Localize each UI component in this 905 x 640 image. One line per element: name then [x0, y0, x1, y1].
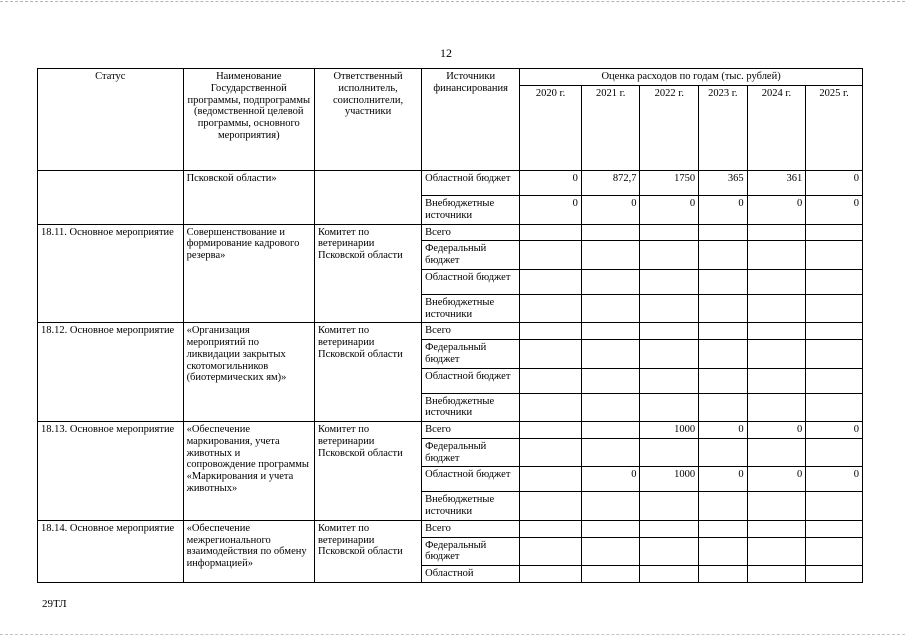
cell-value	[747, 323, 806, 340]
cell-value: 365	[699, 171, 748, 196]
cell-value	[520, 269, 582, 294]
cell-value	[806, 241, 863, 270]
cell-status: 18.11. Основное мероприятие	[38, 224, 184, 323]
cell-value	[640, 294, 699, 323]
cell-status: 18.13. Основное мероприятие	[38, 422, 184, 521]
cell-responsible: Комитет по ветеринарии Псковской области	[314, 323, 421, 422]
cell-value	[747, 537, 806, 566]
cell-value	[520, 467, 582, 492]
cell-value: 1750	[640, 171, 699, 196]
cell-value	[520, 294, 582, 323]
cell-value: 361	[747, 171, 806, 196]
cell-name: «Организация мероприятий по ликвидации закрытых скотомогильников (биотермических ям)»	[183, 323, 314, 422]
cell-value	[640, 340, 699, 369]
table-row	[38, 224, 863, 241]
cell-value: 0	[747, 467, 806, 492]
cell-value	[520, 241, 582, 270]
cell-name: «Обеспечение межрегионального взаимодействия по обмену информацией»	[183, 520, 314, 582]
cell-value	[640, 241, 699, 270]
cell-value	[747, 241, 806, 270]
cell-value	[581, 537, 640, 566]
cell-value: 1000	[640, 422, 699, 439]
cell-value: 0	[747, 422, 806, 439]
cell-value	[699, 393, 748, 422]
table-row	[38, 520, 863, 537]
cell-value	[640, 520, 699, 537]
cell-source: Внебюджетные источники	[422, 294, 520, 323]
cell-value	[640, 323, 699, 340]
cell-responsible: Комитет по ветеринарии Псковской области	[314, 520, 421, 582]
cell-value	[699, 492, 748, 521]
cell-value: 0	[699, 196, 748, 225]
header-year: 2024 г.	[747, 86, 806, 171]
cell-value	[581, 393, 640, 422]
cell-source: Внебюджетные источники	[422, 393, 520, 422]
cell-value	[581, 340, 640, 369]
cell-value	[806, 340, 863, 369]
cell-value: 1000	[640, 467, 699, 492]
cell-value	[640, 438, 699, 467]
cell-value	[747, 294, 806, 323]
cell-value	[520, 537, 582, 566]
cell-value: 0	[520, 171, 582, 196]
scan-edge-top	[0, 1, 905, 2]
cell-value	[640, 368, 699, 393]
cell-source: Областной бюджет	[422, 467, 520, 492]
cell-value	[747, 269, 806, 294]
cell-value	[747, 340, 806, 369]
header-responsible: Ответственный исполнитель, соисполнители, участники	[314, 69, 421, 171]
cell-responsible: Комитет по ветеринарии Псковской области	[314, 422, 421, 521]
cell-value	[640, 224, 699, 241]
cell-source: Федеральный бюджет	[422, 340, 520, 369]
cell-value: 0	[699, 422, 748, 439]
header-year: 2025 г.	[806, 86, 863, 171]
cell-value	[520, 438, 582, 467]
cell-value: 0	[581, 467, 640, 492]
cell-source: Областной бюджет	[422, 171, 520, 196]
page-number: 12	[440, 46, 452, 60]
cell-value	[699, 368, 748, 393]
cell-value	[520, 566, 582, 583]
cell-value	[806, 294, 863, 323]
cell-value	[581, 566, 640, 583]
cell-value: 0	[747, 196, 806, 225]
cell-source: Всего	[422, 224, 520, 241]
header-row	[38, 69, 863, 86]
footer-code: 29ТЛ	[42, 598, 67, 610]
table-row	[38, 171, 863, 196]
cell-value	[581, 492, 640, 521]
cell-value	[806, 566, 863, 583]
cell-name: Псковской области»	[183, 171, 314, 225]
scan-edge-bottom	[0, 634, 905, 635]
cell-value	[581, 294, 640, 323]
cell-source: Федеральный бюджет	[422, 241, 520, 270]
cell-status: 18.14. Основное мероприятие	[38, 520, 184, 582]
cell-source: Областной бюджет	[422, 269, 520, 294]
cell-value	[520, 323, 582, 340]
cell-value	[806, 224, 863, 241]
cell-source: Внебюджетные источники	[422, 492, 520, 521]
cell-value	[520, 368, 582, 393]
cell-value	[747, 566, 806, 583]
cell-name: «Обеспечение маркирования, учета животных и сопровождение программы «Маркирования и учета животных»	[183, 422, 314, 521]
cell-value: 0	[806, 196, 863, 225]
cell-value	[747, 438, 806, 467]
cell-value	[640, 269, 699, 294]
cell-value: 0	[520, 196, 582, 225]
cell-value	[806, 537, 863, 566]
cell-value	[581, 422, 640, 439]
cell-value	[699, 438, 748, 467]
cell-value	[699, 269, 748, 294]
cell-value: 0	[806, 171, 863, 196]
cell-value	[520, 224, 582, 241]
cell-value	[581, 438, 640, 467]
cell-value	[581, 224, 640, 241]
header-estimate: Оценка расходов по годам (тыс. рублей)	[520, 69, 863, 86]
cell-value	[699, 340, 748, 369]
cell-value	[747, 393, 806, 422]
cell-value	[699, 537, 748, 566]
cell-value	[520, 340, 582, 369]
header-name: Наименование Государственной программы, подпрограммы (ведомственной целевой программы, основного мероприятия)	[183, 69, 314, 171]
cell-value	[699, 520, 748, 537]
cell-value	[581, 323, 640, 340]
cell-source: Всего	[422, 323, 520, 340]
cell-value	[520, 422, 582, 439]
header-status: Статус	[38, 69, 184, 171]
header-sources: Источники финансирования	[422, 69, 520, 171]
cell-source: Федеральный бюджет	[422, 438, 520, 467]
header-year: 2020 г.	[520, 86, 582, 171]
cell-value: 872,7	[581, 171, 640, 196]
cell-value	[806, 438, 863, 467]
cell-source: Всего	[422, 422, 520, 439]
cell-source: Внебюджетные источники	[422, 196, 520, 225]
cell-value	[640, 492, 699, 521]
header-year: 2023 г.	[699, 86, 748, 171]
cell-value	[806, 323, 863, 340]
cell-value: 0	[806, 422, 863, 439]
cell-value	[699, 323, 748, 340]
cell-value	[747, 520, 806, 537]
cell-value	[699, 241, 748, 270]
cell-value	[699, 224, 748, 241]
cell-value	[747, 224, 806, 241]
cell-value	[747, 368, 806, 393]
cell-value	[806, 269, 863, 294]
cell-name: Совершенствование и формирование кадрового резерва»	[183, 224, 314, 323]
cell-source: Федеральный бюджет	[422, 537, 520, 566]
cell-value	[581, 269, 640, 294]
cell-value	[640, 393, 699, 422]
cell-value	[747, 492, 806, 521]
cell-value	[640, 566, 699, 583]
table-row	[38, 422, 863, 439]
cell-source: Областной бюджет	[422, 368, 520, 393]
cell-value: 0	[806, 467, 863, 492]
cell-status: 18.12. Основное мероприятие	[38, 323, 184, 422]
cell-status	[38, 171, 184, 225]
cell-value	[699, 566, 748, 583]
cell-responsible: Комитет по ветеринарии Псковской области	[314, 224, 421, 323]
cell-source: Областной	[422, 566, 520, 583]
cell-value	[581, 368, 640, 393]
cell-value: 0	[581, 196, 640, 225]
cell-value	[520, 393, 582, 422]
cell-value	[581, 241, 640, 270]
expenditure-table	[37, 68, 863, 583]
cell-value	[520, 520, 582, 537]
header-year: 2021 г.	[581, 86, 640, 171]
cell-value: 0	[640, 196, 699, 225]
cell-value: 0	[699, 467, 748, 492]
cell-value	[806, 492, 863, 521]
cell-value	[640, 537, 699, 566]
cell-value	[806, 368, 863, 393]
cell-value	[581, 520, 640, 537]
cell-responsible	[314, 171, 421, 225]
cell-value	[520, 492, 582, 521]
cell-value	[806, 393, 863, 422]
cell-source: Всего	[422, 520, 520, 537]
cell-value	[806, 520, 863, 537]
table-row	[38, 323, 863, 340]
header-year: 2022 г.	[640, 86, 699, 171]
cell-value	[699, 294, 748, 323]
